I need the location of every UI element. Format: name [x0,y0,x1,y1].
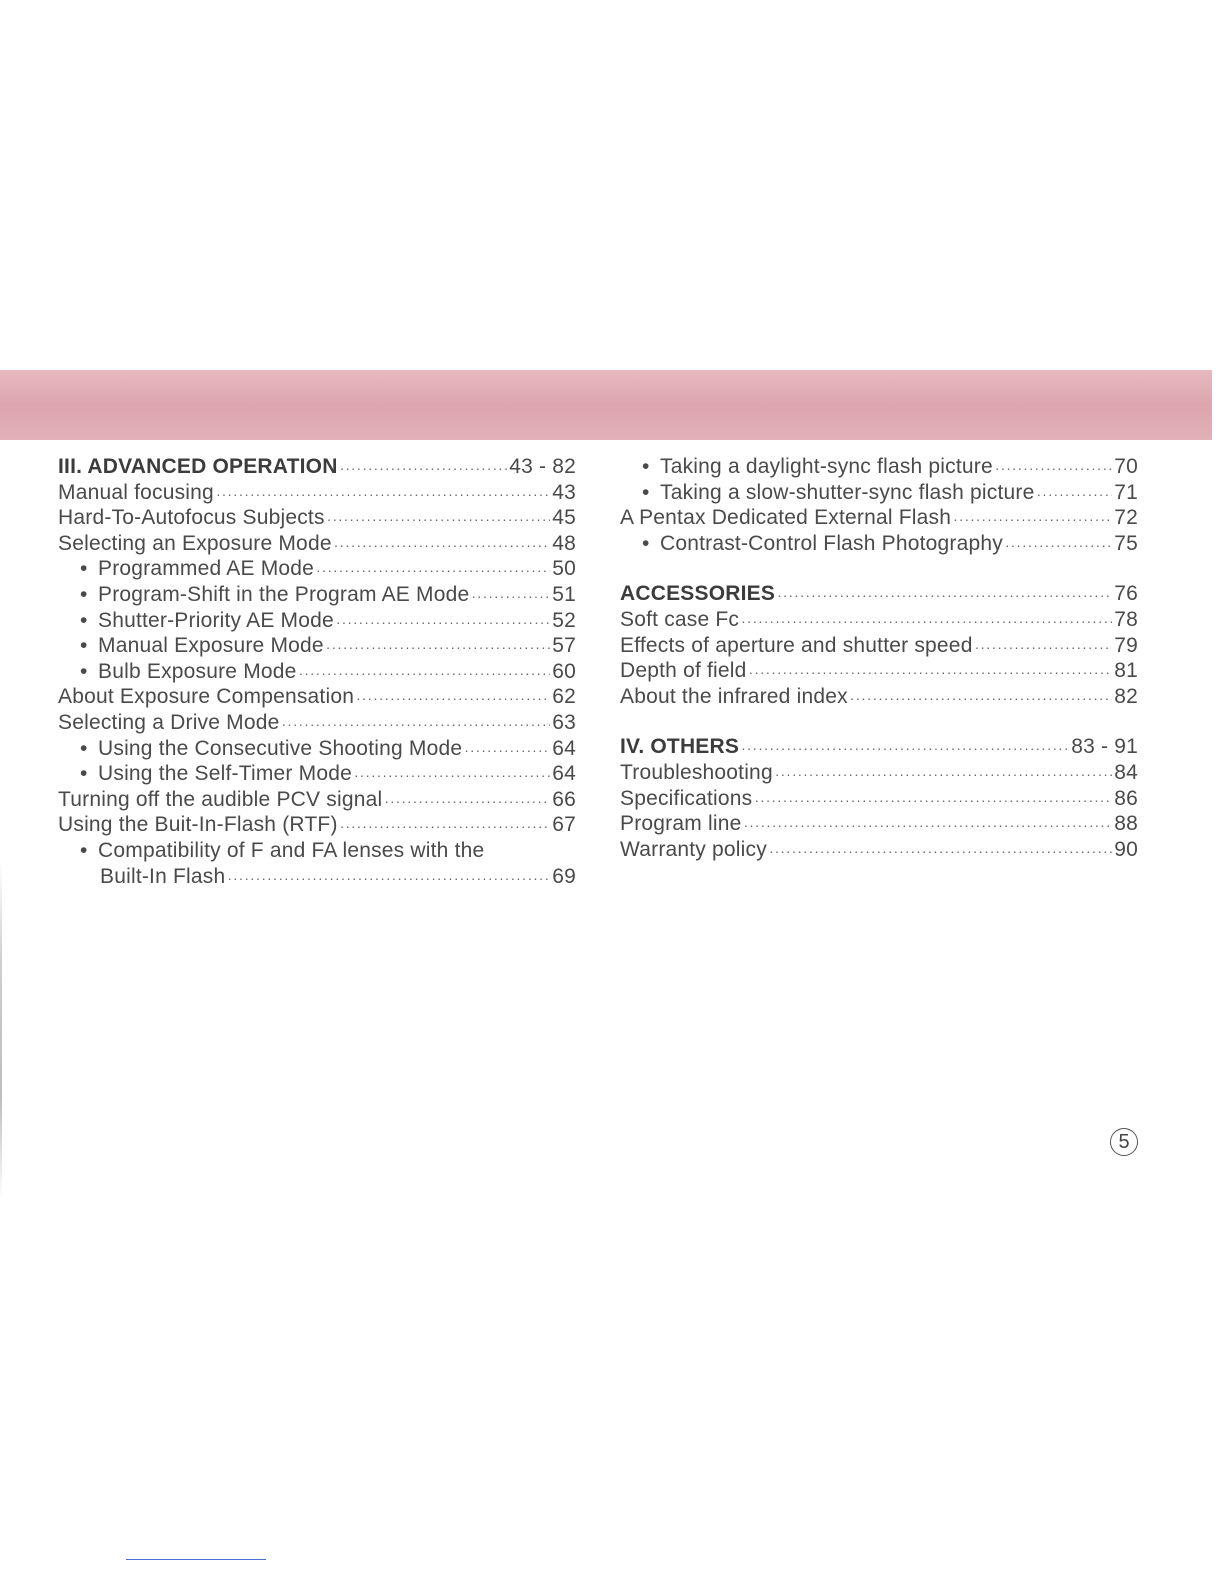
bullet-icon: • [80,557,88,581]
toc-entry-label: Program-Shift in the Program AE Mode [98,582,470,606]
toc-entry-label: A Pentax Dedicated External Flash [620,506,952,530]
leader-dots [334,537,551,553]
leader-dots [340,818,551,834]
toc-entry [620,608,1138,634]
toc-entry-label: III. ADVANCED OPERATION [58,455,338,478]
toc-entry [58,762,576,788]
bullet-icon: • [80,608,88,632]
toc-entry-page: 78 [1114,607,1138,631]
leader-dots [464,742,550,758]
toc-entry-label: Warranty policy [620,837,767,861]
toc-entry-page: 82 [1114,684,1138,708]
toc-entry [58,737,576,763]
bullet-icon: • [642,480,650,504]
toc-entry-label: Taking a daylight-sync flash picture [660,455,993,478]
toc-entry [58,865,576,891]
toc-entry-label: Selecting an Exposure Mode [58,531,332,555]
leader-dots [1037,486,1113,502]
leader-dots [471,588,550,604]
toc-entry [58,813,576,839]
leader-dots [340,460,508,476]
toc-entry-page: 43 - 82 [509,455,576,478]
toc-entry [620,812,1138,838]
toc-entry [58,634,576,660]
toc-entry-page: 90 [1114,837,1138,861]
leader-dots [743,817,1112,833]
toc-entry-label: Selecting a Drive Mode [58,710,280,734]
leader-dots [354,767,550,783]
toc-entry-label: Specifications [620,786,753,810]
toc-entry [620,659,1138,685]
header-band [0,370,1212,440]
toc-entry-label: Bulb Exposure Mode [98,659,297,683]
toc-entry-page: 51 [552,582,576,606]
page-edge-shadow [0,860,2,1200]
bullet-icon: • [80,838,88,862]
toc-entry-page: 52 [552,608,576,632]
toc-entry-page: 45 [552,506,576,530]
toc-entry [620,532,1138,558]
bottom-rule [126,1559,266,1560]
toc-entry-page: 76 [1114,582,1138,606]
toc-entry-label: Taking a slow-shutter-sync flash picture [660,480,1035,504]
toc-entry-page: 83 - 91 [1071,735,1138,759]
toc-entry [620,481,1138,507]
toc-entry-page: 86 [1114,786,1138,810]
leader-dots [1005,537,1112,553]
leader-dots [299,665,551,681]
leader-dots [326,639,550,655]
toc-entry-label: About the infrared index [620,684,848,708]
leader-dots [777,587,1112,603]
toc-entry-label: Shutter-Priority AE Mode [98,608,334,632]
leader-dots [216,486,550,502]
toc-entry-label: Soft case Fc [620,607,740,631]
bullet-icon: • [80,762,88,786]
leader-dots [775,766,1112,782]
toc-entry-page: 50 [552,557,576,581]
toc-entry-label: Manual focusing [58,480,214,504]
leader-dots [227,870,550,886]
toc-entry-page: 72 [1114,506,1138,530]
toc-entry [620,634,1138,660]
leader-dots [327,511,551,527]
toc-entry-label: Troubleshooting [620,760,773,784]
toc-entry [620,787,1138,813]
toc-entry-label: Effects of aperture and shutter speed [620,633,973,657]
toc-entry-page: 63 [552,710,576,734]
toc-entry-label: Hard-To-Autofocus Subjects [58,506,325,530]
toc-entry [58,506,576,532]
toc-entry [58,788,576,814]
leader-dots [850,690,1112,706]
toc-entry-page: 70 [1114,455,1138,478]
toc-entry [58,532,576,558]
toc-entry [620,761,1138,787]
bullet-icon: • [80,736,88,760]
toc-entry-label: Programmed AE Mode [98,557,315,581]
leader-dots [336,614,550,630]
toc-entry-page: 64 [552,736,576,760]
toc-entry [58,711,576,737]
toc-entry-label: Turning off the audible PCV signal [58,787,383,811]
toc-entry-label: Compatibility of F and FA lenses with the [98,838,485,862]
leader-dots [754,792,1112,808]
toc-entry-label: About Exposure Compensation [58,685,355,709]
leader-dots [741,740,1069,756]
toc-entry-page: 81 [1114,659,1138,683]
leader-dots [995,460,1112,476]
toc-column-left [58,455,576,890]
bullet-icon: • [80,582,88,606]
toc-entry-page: 57 [552,634,576,658]
bullet-icon: • [642,455,650,478]
toc-entry [58,685,576,711]
toc-entry-page: 64 [552,762,576,786]
leader-dots [749,664,1113,680]
toc-entry-page: 62 [552,685,576,709]
toc-entry-label: Depth of field [620,659,747,683]
toc-entry-label: Program line [620,812,742,836]
toc-entry [58,481,576,507]
toc-entry-label: Using the Buit-In-Flash (RTF) [58,813,338,837]
toc-entry-page: 67 [552,813,576,837]
leader-dots [769,843,1112,859]
page-number: 5 [1110,1128,1138,1156]
toc-entry [620,685,1138,711]
leader-dots [316,562,550,578]
toc-entry [58,557,576,583]
leader-dots [975,639,1113,655]
toc-entry-label: Manual Exposure Mode [98,634,324,658]
toc-entry [58,660,576,686]
toc-entry-page: 48 [552,531,576,555]
toc-entry [58,839,576,865]
toc-entry-page: 79 [1114,633,1138,657]
bullet-icon: • [80,659,88,683]
leader-dots [384,793,550,809]
toc-entry [620,455,1138,481]
toc-entry-label: Contrast-Control Flash Photography [660,531,1003,555]
toc-entry [620,582,1138,608]
toc-entry-page: 43 [552,480,576,504]
toc-entry-label: IV. OTHERS [620,735,740,759]
toc-entry [620,838,1138,864]
toc-entry [58,583,576,609]
toc-column-right [620,455,1138,863]
toc-entry-page: 71 [1114,480,1138,504]
toc-entry-page: 84 [1114,760,1138,784]
toc-entry-label: Built-In Flash [100,864,226,888]
toc-entry-page: 69 [552,864,576,888]
leader-dots [741,613,1112,629]
leader-dots [356,690,550,706]
toc-entry-label: Using the Consecutive Shooting Mode [98,736,463,760]
toc-entry-page: 88 [1114,812,1138,836]
toc-entry [620,735,1138,761]
toc-entry [620,506,1138,532]
toc-entry-page: 75 [1114,531,1138,555]
toc-entry [58,455,576,481]
toc-entry-page: 60 [552,659,576,683]
toc-entry-page: 66 [552,787,576,811]
toc-entry [58,609,576,635]
toc-entry-label: ACCESSORIES [620,582,776,606]
bullet-icon: • [642,531,650,555]
leader-dots [282,716,551,732]
toc-entry-label: Using the Self-Timer Mode [98,762,352,786]
bullet-icon: • [80,634,88,658]
leader-dots [953,511,1112,527]
